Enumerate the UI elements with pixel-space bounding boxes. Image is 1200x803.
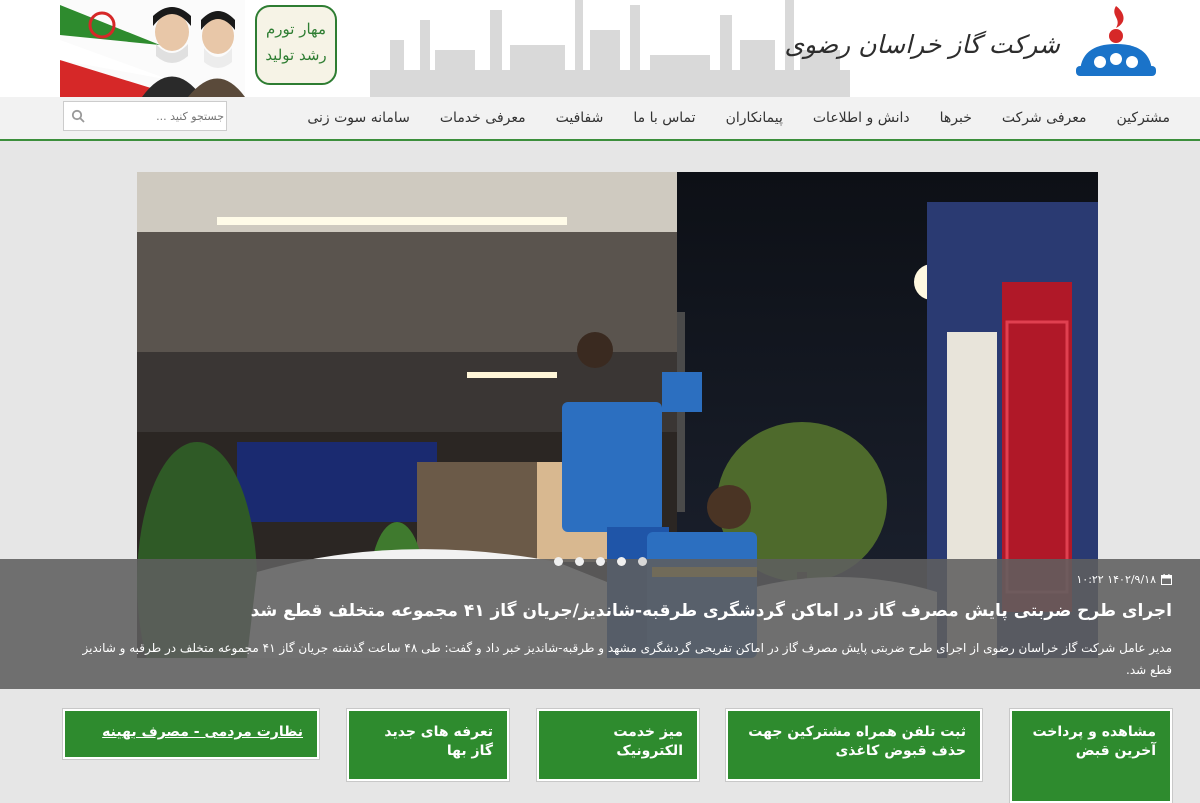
nav-item-services[interactable]: معرفی خدمات <box>439 110 526 126</box>
slider-dot-5[interactable] <box>638 557 647 566</box>
news-date-text: ۱۴۰۲/۹/۱۸ ۱۰:۲۲ <box>1076 573 1156 586</box>
search-input[interactable] <box>92 102 226 130</box>
company-name: شرکت گاز خراسان رضوی <box>784 29 1060 59</box>
slider-caption <box>0 559 1200 689</box>
slogan-emblem <box>252 2 340 88</box>
slider-dot-2[interactable] <box>575 557 584 566</box>
nav-item-contractors[interactable]: پیمانکاران <box>725 110 783 126</box>
search-box <box>63 101 227 131</box>
service-label: نظارت مردمی - مصرف بهینه <box>102 724 303 740</box>
services-bar <box>0 689 1200 800</box>
slider-dot-4[interactable] <box>617 557 626 566</box>
leaders-portrait-image <box>60 0 245 97</box>
service-label: تعرفه های جدید گاز بها <box>384 724 493 759</box>
nav-item-contact-us[interactable]: تماس با ما <box>633 110 696 126</box>
service-register-mobile[interactable] <box>726 709 982 781</box>
slider-dot-3[interactable] <box>596 557 605 566</box>
nav-menu <box>307 97 1170 139</box>
main-navigation <box>0 97 1200 141</box>
service-label: ثبت تلفن همراه مشترکین جهت حذف قبوض کاغذی <box>748 724 966 759</box>
company-logo-icon <box>1070 4 1162 84</box>
news-summary: مدیر عامل شرکت گاز خراسان رضوی از اجرای طرح ضربتی پایش مصرف گاز در اماکن تفریحی گردشگری مشهد و طرقبه-شاندیز خبر داد و گفت: طی ۴۸ ساعت گذشته جریان گاز ۴۱ مجموعه متخلف در طرقبه و شاندیز قطع شد. <box>82 641 1172 677</box>
service-label: میز خدمت الکترونیک <box>613 724 683 759</box>
nav-item-knowledge[interactable]: دانش و اطلاعات <box>812 110 910 126</box>
nav-item-about-company[interactable]: معرفی شرکت <box>1001 110 1087 126</box>
calendar-icon <box>1161 574 1172 585</box>
news-date <box>1076 573 1172 586</box>
service-pay-last-bill[interactable] <box>1010 709 1172 803</box>
service-public-monitoring[interactable] <box>63 709 319 759</box>
search-icon[interactable] <box>64 102 92 130</box>
slider-dot-1[interactable] <box>554 557 563 566</box>
site-header <box>0 0 1200 97</box>
nav-item-news[interactable]: خبرها <box>939 110 972 126</box>
service-new-tariffs[interactable] <box>347 709 509 781</box>
service-label: مشاهده و پرداخت آخرین قبض <box>1032 724 1156 759</box>
news-title[interactable]: اجرای طرح ضربتی پایش مصرف گاز در اماکن گردشگری طرقبه-شاندیز/جریان گاز ۴۱ مجموعه متخلف قطع شد <box>250 601 1172 621</box>
service-e-service-desk[interactable] <box>537 709 699 781</box>
nav-item-subscribers[interactable]: مشترکین <box>1116 110 1170 126</box>
slogan-text: مهار تورم رشد تولید <box>265 20 327 64</box>
slider-pagination <box>554 557 647 566</box>
nav-item-transparency[interactable]: شفافیت <box>555 110 604 126</box>
nav-item-whistleblowing[interactable]: سامانه سوت زنی <box>307 110 410 126</box>
company-brand[interactable] <box>784 4 1162 84</box>
